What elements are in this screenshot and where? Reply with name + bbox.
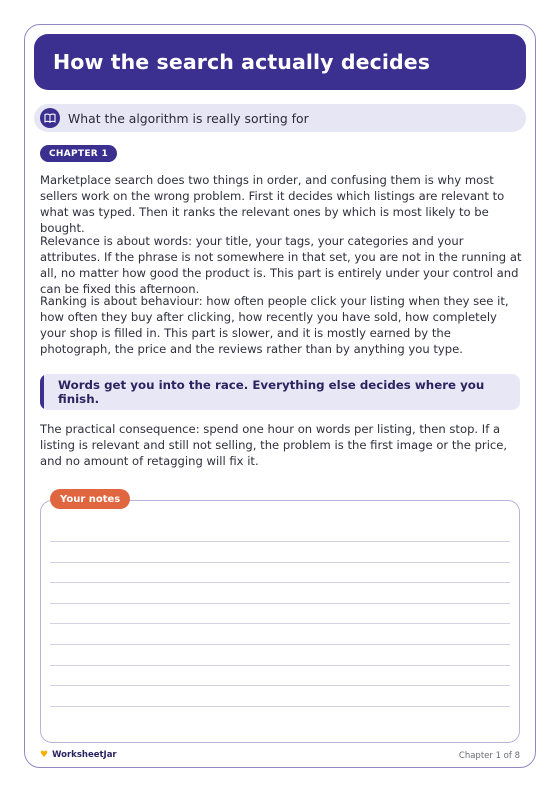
callout-accent-bar xyxy=(40,374,44,410)
page-title: How the search actually decides xyxy=(53,50,431,74)
notes-label: Your notes xyxy=(50,489,130,509)
heart-icon: ♥ xyxy=(40,750,49,760)
brand-name: WorksheetJar xyxy=(52,750,117,760)
footer-brand xyxy=(40,750,117,760)
note-line xyxy=(50,665,510,666)
note-line xyxy=(50,685,510,686)
book-icon xyxy=(40,108,60,128)
note-line xyxy=(50,582,510,583)
paragraph: Relevance is about words: your title, your tags, your categories and your attributes. If the phrase is not somewhere in that set, you are not in the running at all, no matter how good the product is. This part is entirely under your control and can be fixed this afternoon. xyxy=(40,234,522,296)
note-line xyxy=(50,623,510,624)
note-line xyxy=(50,706,510,707)
paragraph: Ranking is about behaviour: how often people click your listing when they see it, how often they buy after clicking, how recently you have sold, how completely your shop is filled in. This part is slower, and it is mostly earned by the photograph, the price and the reviews rather than by anything you type. xyxy=(40,294,509,356)
subtitle: What the algorithm is really sorting for xyxy=(68,110,309,126)
page-indicator: Chapter 1 of 8 xyxy=(458,751,520,761)
title-banner xyxy=(34,34,526,90)
paragraph: Marketplace search does two things in order, and confusing them is why most sellers work on the wrong problem. First it decides which listings are relevant to what was typed. Then it ranks the relevant ones by which is most likely to be bought. xyxy=(40,173,505,235)
note-line xyxy=(50,541,510,542)
note-line xyxy=(50,562,510,563)
callout-box xyxy=(40,374,520,410)
note-line xyxy=(50,603,510,604)
chapter-badge: CHAPTER 1 xyxy=(40,145,117,162)
conclusion-paragraph: The practical consequence: spend one hour on words per listing, then stop. If a listing is relevant and still not selling, the problem is the first image or the price, and no amount of retagging will fix it. xyxy=(40,422,508,468)
callout-text: Words get you into the race. Everything else decides where you finish. xyxy=(58,378,485,406)
note-line xyxy=(50,644,510,645)
subtitle-pill xyxy=(34,104,526,132)
